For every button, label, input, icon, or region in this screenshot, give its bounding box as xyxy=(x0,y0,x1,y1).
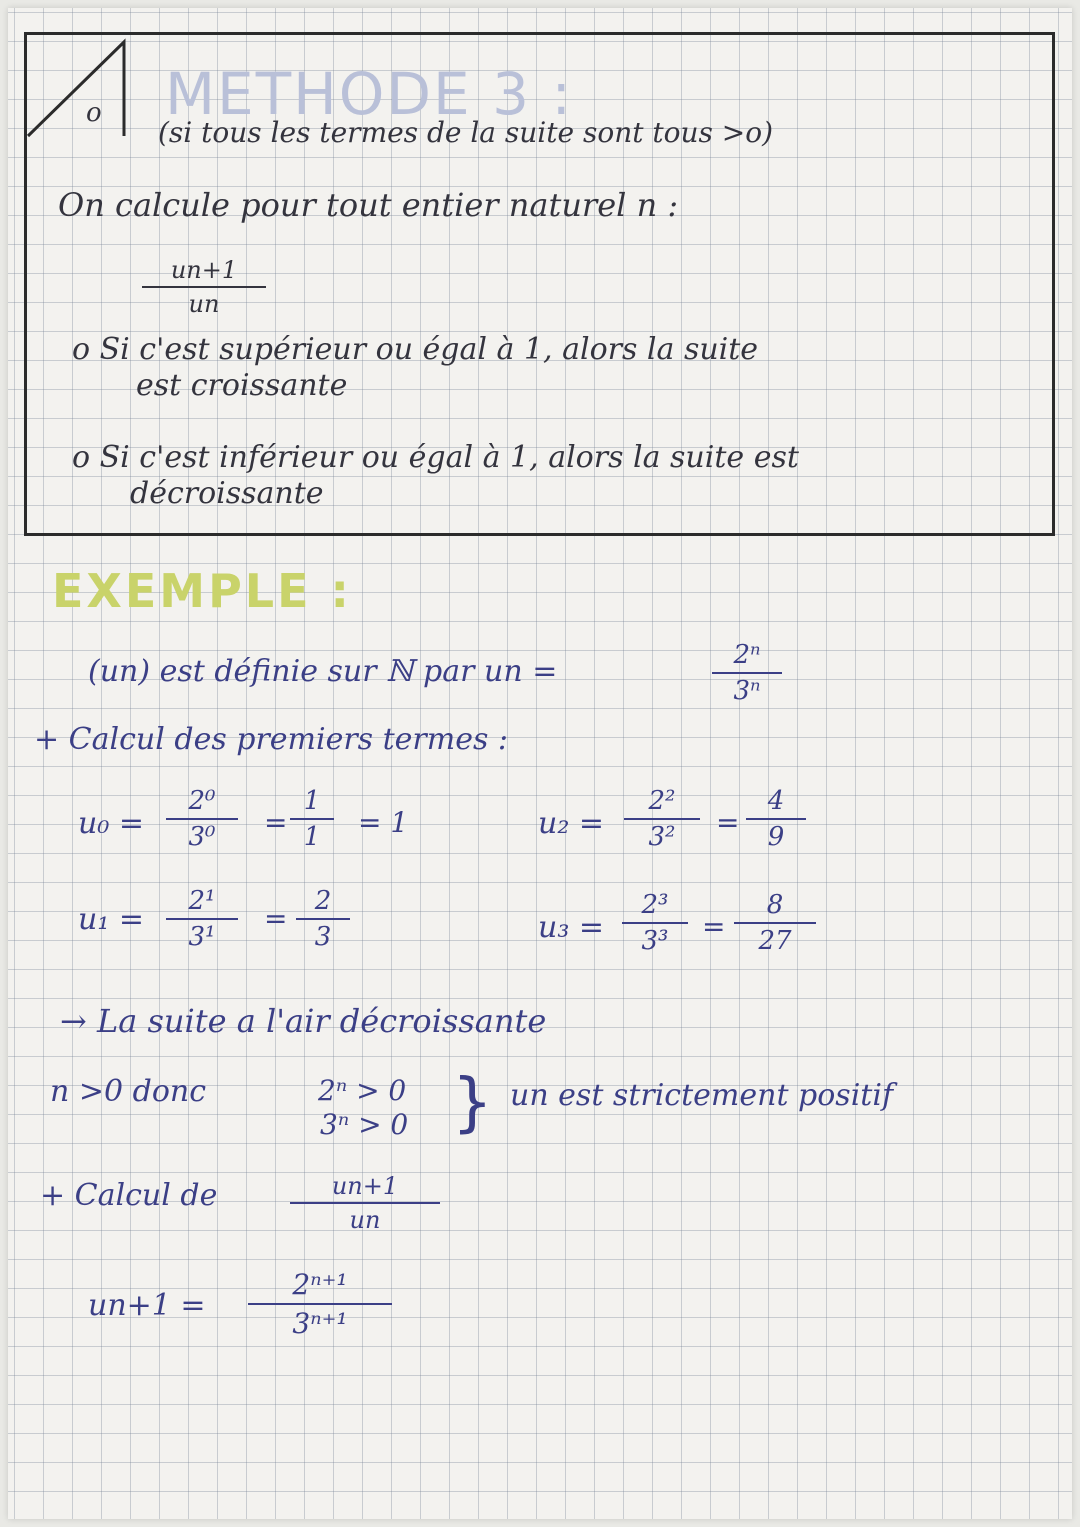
u2-equals: = xyxy=(716,806,740,839)
fraction-bar xyxy=(734,922,816,924)
fraction-bar xyxy=(296,918,350,920)
u0-label: u₀ = xyxy=(78,806,145,841)
u0-denominator: 3⁰ xyxy=(188,822,216,852)
fraction-bar xyxy=(290,1202,440,1204)
conclusion-decroissante: → La suite a l'air décroissante xyxy=(60,1002,547,1040)
ratio-denominator: un xyxy=(188,290,220,318)
u1-numerator: 2¹ xyxy=(188,886,216,916)
u2-fraction xyxy=(624,786,700,852)
def-numerator: 2ⁿ xyxy=(733,640,761,670)
method-intro: On calcule pour tout entier naturel n : xyxy=(58,186,679,224)
step2-numerator: un+1 xyxy=(331,1172,399,1200)
un1-fraction xyxy=(248,1268,392,1340)
u1-fraction-simplified xyxy=(296,886,350,952)
corner-symbol: o xyxy=(86,98,102,128)
example-definition: (un) est définie sur ℕ par un = xyxy=(88,654,558,689)
fraction-bar xyxy=(142,286,266,288)
u1-numerator-2: 2 xyxy=(314,886,332,916)
fraction-bar xyxy=(290,818,334,820)
u3-numerator-2: 8 xyxy=(766,890,784,920)
definition-fraction xyxy=(712,640,782,706)
u3-fraction xyxy=(622,890,688,956)
step2-ratio xyxy=(290,1172,440,1234)
u3-fraction-simplified xyxy=(734,890,816,956)
un1-numerator: 2ⁿ⁺¹ xyxy=(292,1268,348,1301)
u3-numerator: 2³ xyxy=(641,890,669,920)
positivity-premise: n >0 donc xyxy=(50,1074,207,1109)
u3-label: u₃ = xyxy=(538,910,605,945)
method-title: METHODE 3 : xyxy=(165,60,574,128)
method-ratio xyxy=(142,256,266,318)
positivity-conclusion: un est strictement positif xyxy=(510,1078,894,1113)
method-condition: (si tous les termes de la suite sont tous >o) xyxy=(158,116,774,149)
bullet-croissante-line2: est croissante xyxy=(136,368,348,403)
u0-result: = 1 xyxy=(358,806,409,839)
u2-denominator: 3² xyxy=(648,822,676,852)
positivity-line2: 3ⁿ > 0 xyxy=(320,1108,409,1141)
curly-brace-icon: } xyxy=(452,1066,493,1140)
u1-denominator-2: 3 xyxy=(314,922,332,952)
bullet-decroissante-line1: o Si c'est inférieur ou égal à 1, alors la suite est xyxy=(72,440,799,475)
fraction-bar xyxy=(624,818,700,820)
step2-denominator: un xyxy=(349,1206,381,1234)
def-denominator: 3ⁿ xyxy=(733,676,761,706)
u1-denominator: 3¹ xyxy=(188,922,216,952)
u1-label: u₁ = xyxy=(78,902,145,937)
step-calcul-ratio: + Calcul de xyxy=(40,1178,218,1213)
bullet-croissante-line1: o Si c'est supérieur ou égal à 1, alors la suite xyxy=(72,332,759,367)
fraction-bar xyxy=(712,672,782,674)
u0-fraction xyxy=(166,786,238,852)
u1-equals: = xyxy=(264,902,288,935)
un1-label: un+1 = xyxy=(88,1288,206,1323)
fraction-bar xyxy=(166,818,238,820)
corner-triangle-icon xyxy=(14,28,134,148)
u3-denominator: 3³ xyxy=(641,926,669,956)
u2-fraction-simplified xyxy=(746,786,806,852)
bullet-decroissante-line2: décroissante xyxy=(130,476,324,511)
ratio-numerator: un+1 xyxy=(170,256,238,284)
u2-label: u₂ = xyxy=(538,806,605,841)
u2-denominator-2: 9 xyxy=(767,822,785,852)
u0-fraction-simplified xyxy=(290,786,334,852)
u1-fraction xyxy=(166,886,238,952)
u0-numerator-2: 1 xyxy=(303,786,321,816)
fraction-bar xyxy=(746,818,806,820)
u3-equals: = xyxy=(702,910,726,943)
u2-numerator-2: 4 xyxy=(767,786,785,816)
positivity-line1: 2ⁿ > 0 xyxy=(318,1074,407,1107)
fraction-bar xyxy=(166,918,238,920)
u0-numerator: 2⁰ xyxy=(188,786,216,816)
fraction-bar xyxy=(622,922,688,924)
un1-denominator: 3ⁿ⁺¹ xyxy=(292,1307,348,1340)
u3-denominator-2: 27 xyxy=(758,926,792,956)
u0-equals: = xyxy=(264,806,288,839)
example-heading: EXEMPLE : xyxy=(52,564,352,618)
u0-denominator-2: 1 xyxy=(303,822,321,852)
fraction-bar xyxy=(248,1303,392,1305)
step-premiers-termes: + Calcul des premiers termes : xyxy=(34,722,509,757)
u2-numerator: 2² xyxy=(648,786,676,816)
